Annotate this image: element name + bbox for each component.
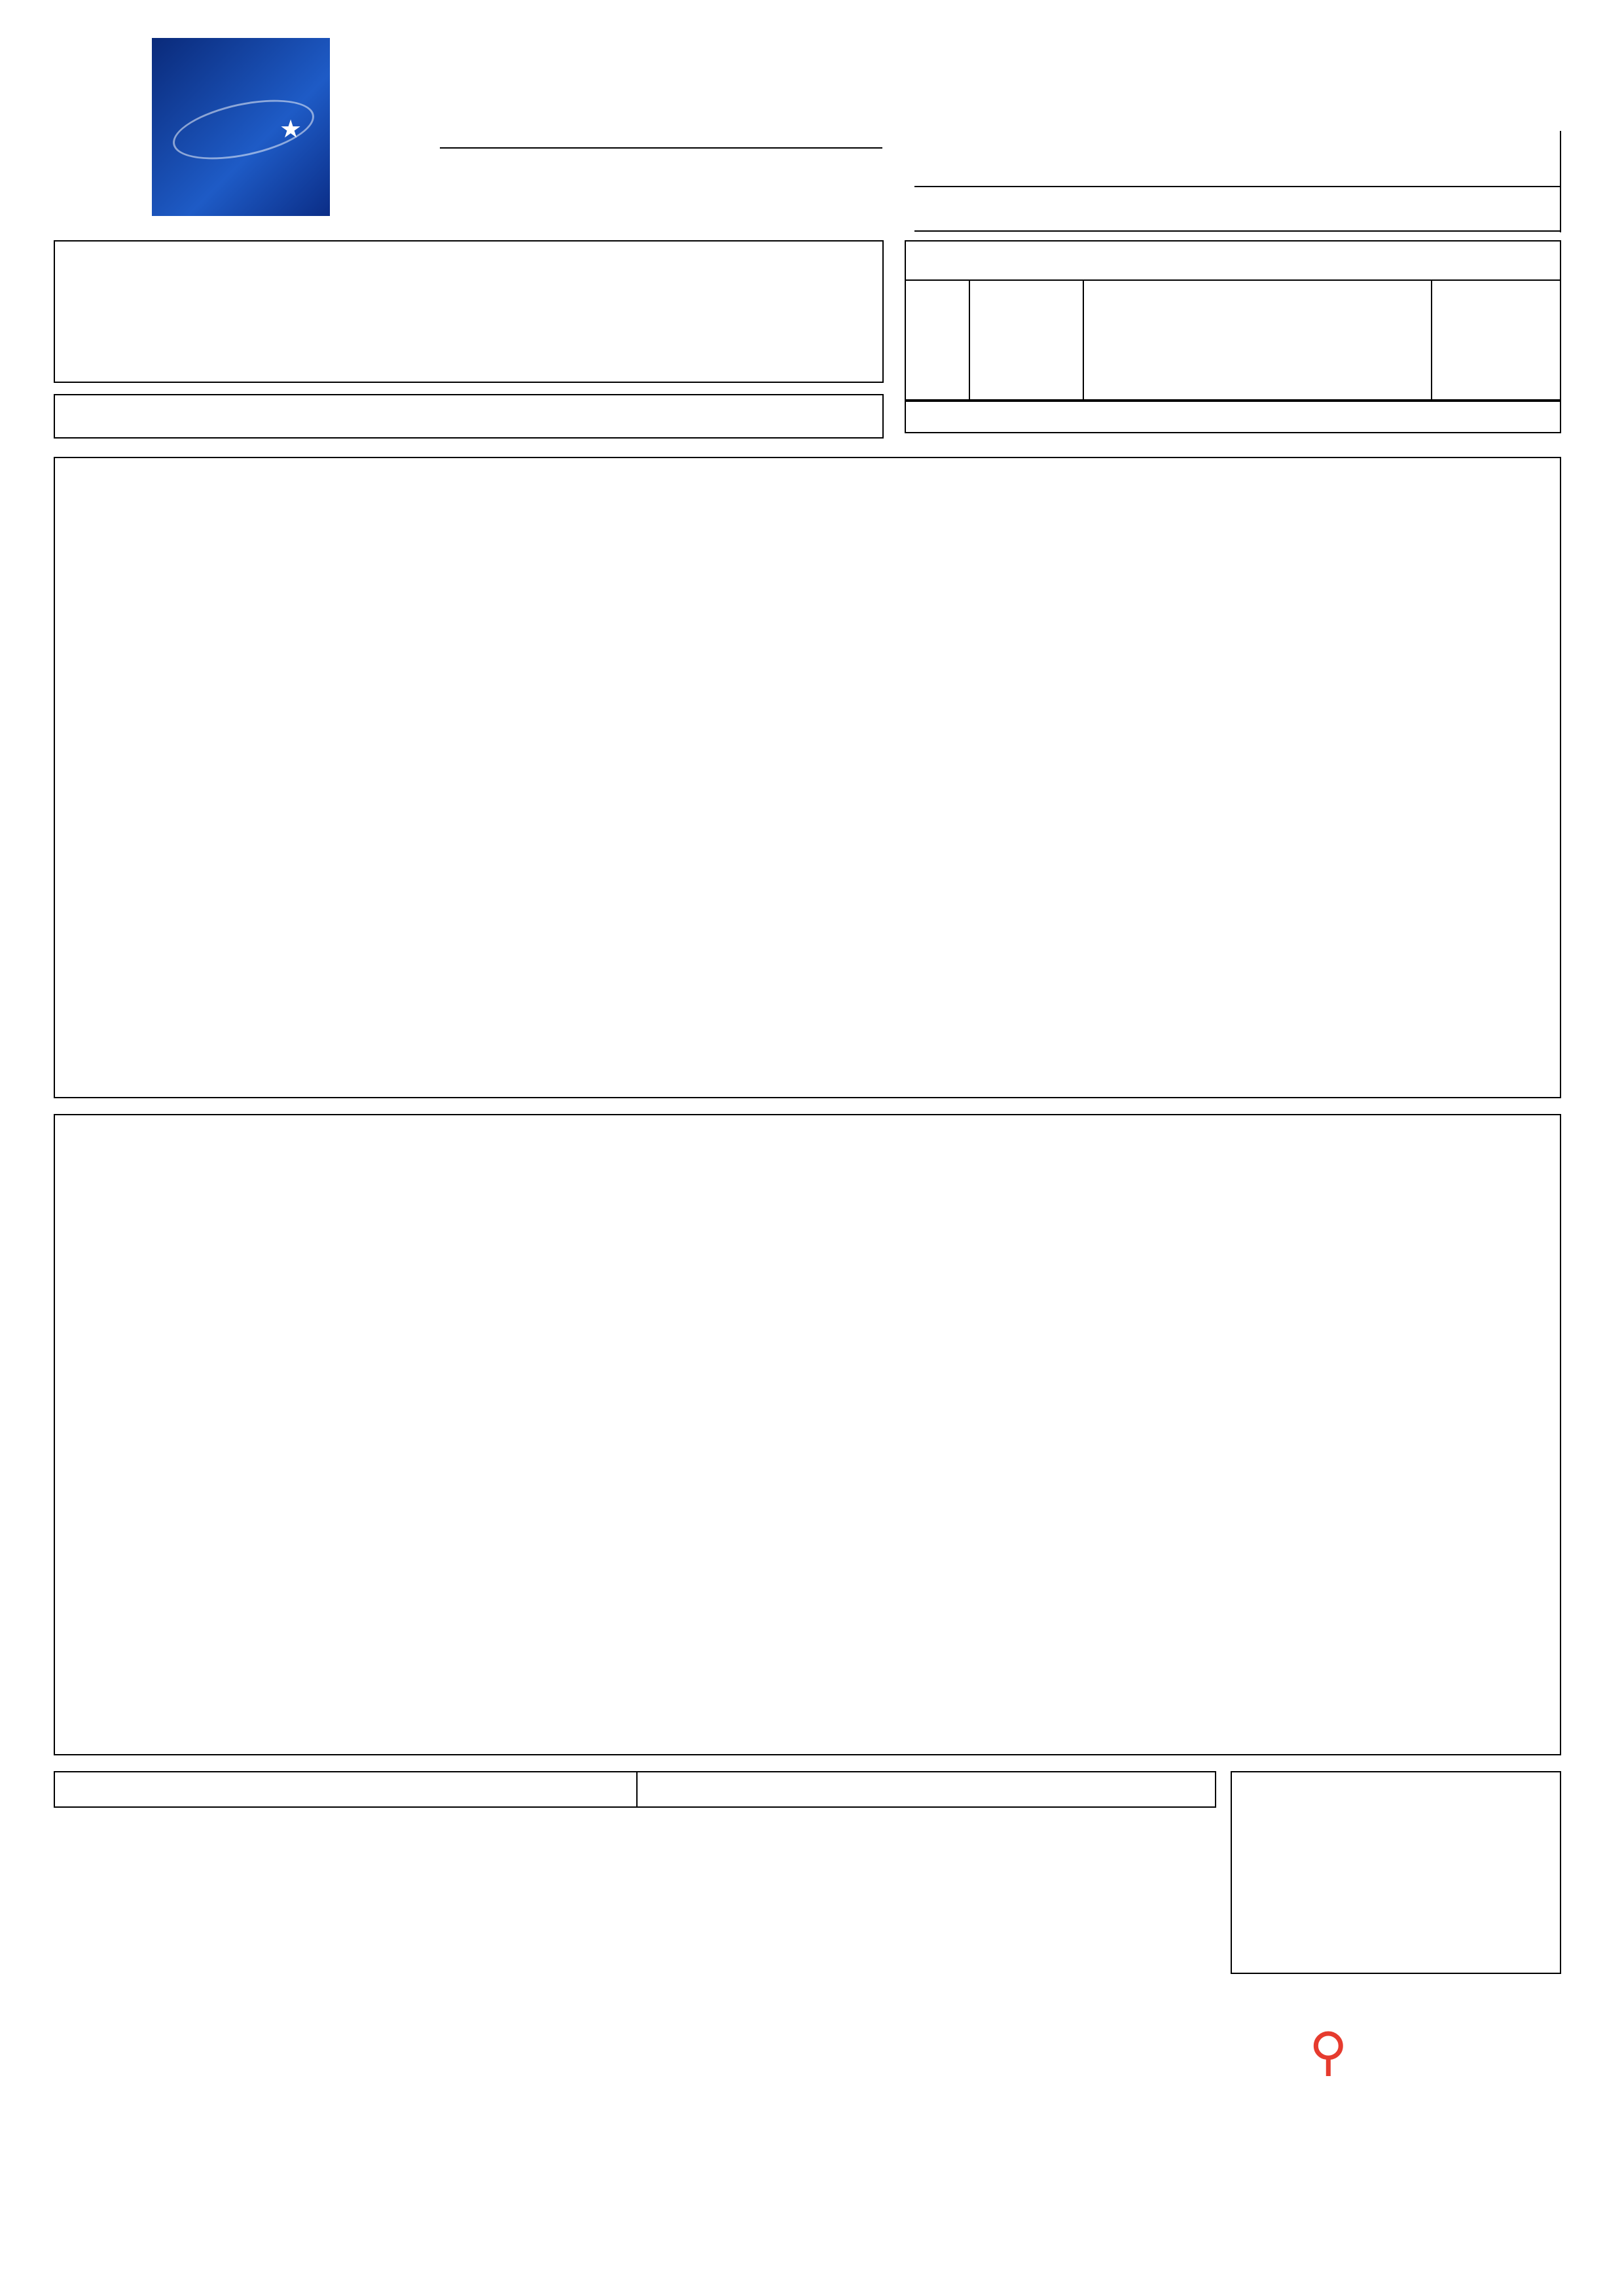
sets-total-box [905,401,1561,433]
match-info-box [54,240,884,383]
prk-stats-table [54,1114,1561,1755]
bottom-summary [54,1771,1216,1808]
championship-logo: ★ [152,38,330,216]
hkg-stats-table [54,457,1561,1098]
avc-logo: ⚲ [1309,2022,1348,2081]
score-box [914,131,1561,234]
legend-box [1231,1771,1561,1974]
referees-box [54,394,884,439]
sets-table [905,240,1561,401]
